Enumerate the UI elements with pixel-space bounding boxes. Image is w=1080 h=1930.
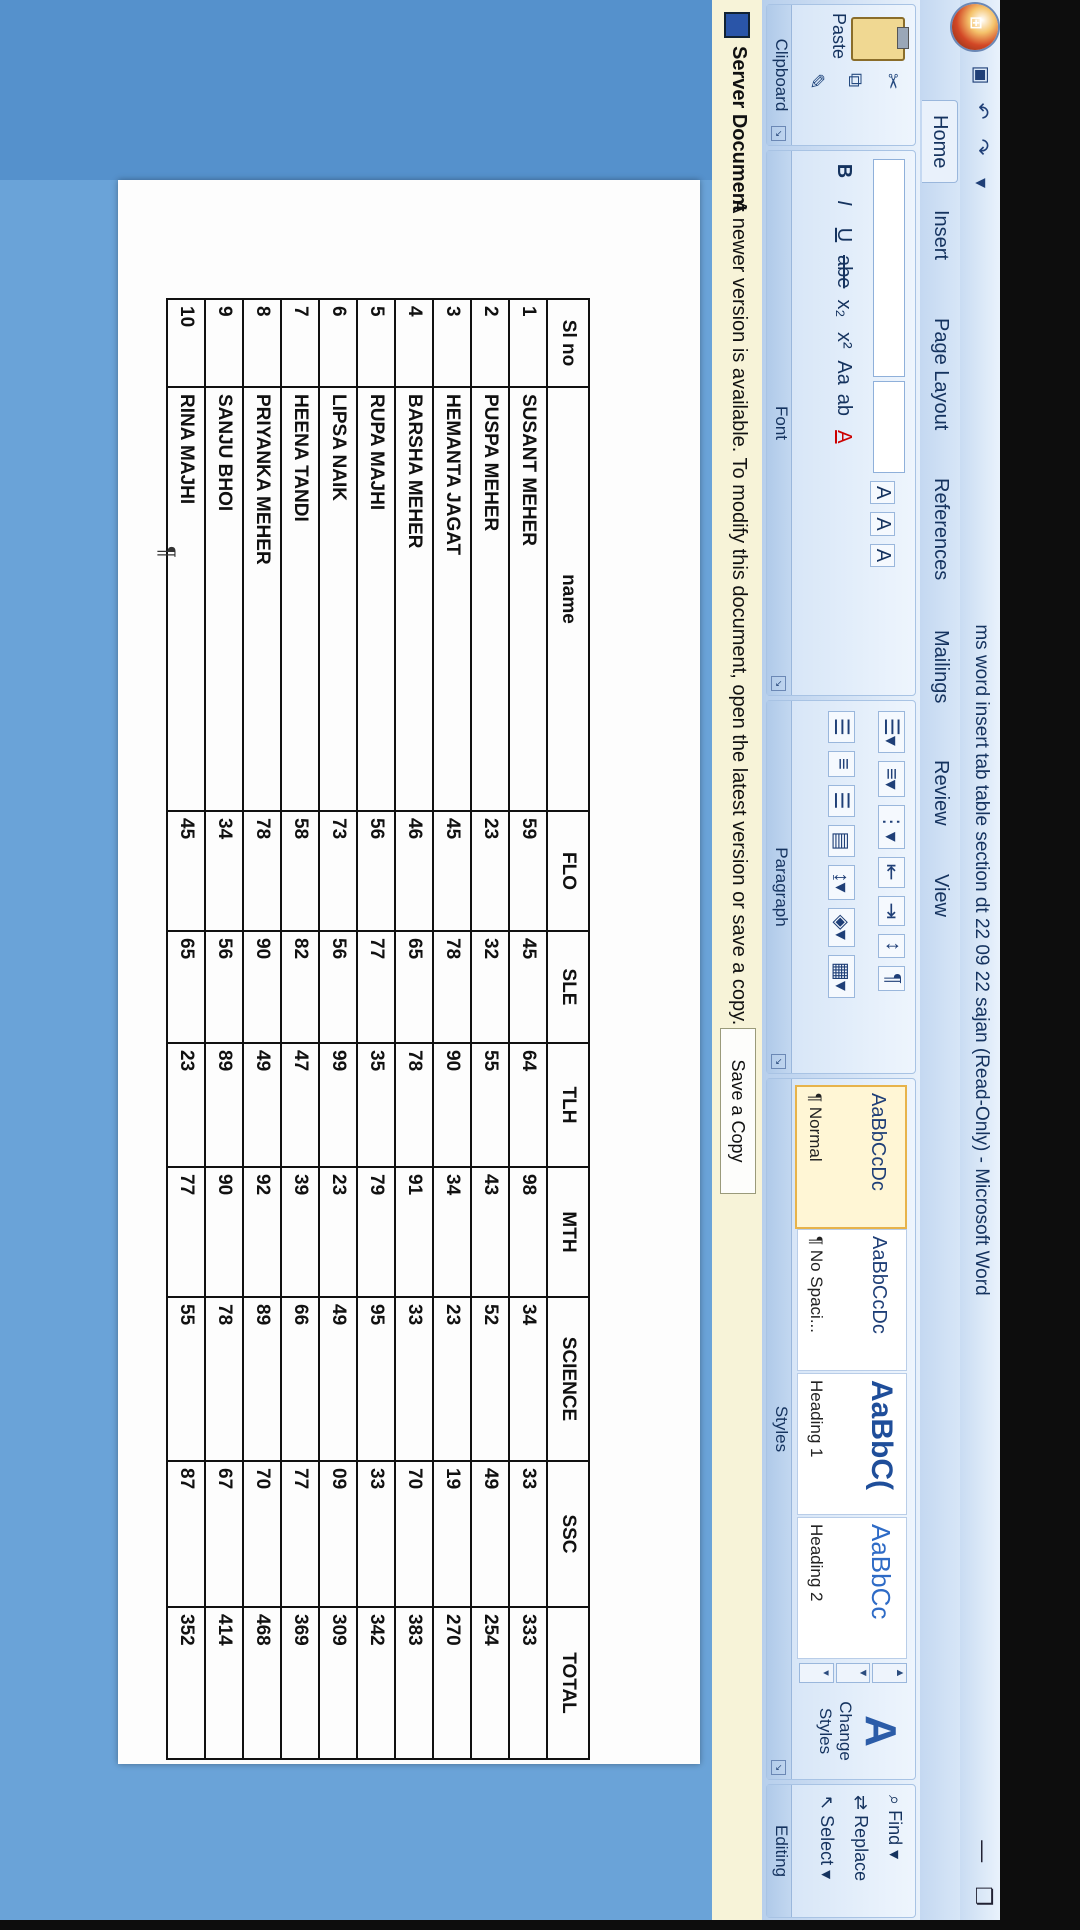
sort-icon[interactable]: ↕ [878,934,905,958]
font-color-button[interactable]: A [833,430,855,444]
table-cell[interactable]: 59 [509,811,547,931]
table-cell[interactable]: 33 [509,1461,547,1607]
table-cell[interactable]: 369 [281,1607,319,1759]
table-cell[interactable]: HEENA TANDI [281,387,319,811]
table-cell[interactable]: 10 [167,299,205,387]
table-cell[interactable]: 90 [433,1043,471,1167]
table-cell[interactable]: 52 [471,1297,509,1461]
table-cell[interactable]: 78 [395,1043,433,1167]
table-cell[interactable]: 66 [281,1297,319,1461]
change-styles-label: Change Styles [816,1701,855,1761]
table-cell[interactable]: PRIYANKA MEHER [243,387,281,811]
table-cell[interactable]: 23 [167,1043,205,1167]
table-cell[interactable]: 55 [167,1297,205,1461]
table-cell[interactable]: 91 [395,1167,433,1297]
server-document-message: A newer version is available. To modify this document, open the latest version or save a copy. [728,200,750,1026]
table-cell[interactable]: 82 [281,931,319,1043]
paragraph-label: Paragraph [767,701,792,1073]
table-cell[interactable]: 35 [357,1043,395,1167]
select-button[interactable]: ↖ Select ▾ [817,1795,837,1880]
table-cell[interactable]: 58 [281,811,319,931]
save-a-copy-button[interactable]: Save a Copy [720,1028,756,1194]
tab-view[interactable]: View [930,874,952,917]
styles-launcher-icon[interactable]: ↘ [771,1760,786,1775]
table-cell[interactable]: 67 [205,1461,243,1607]
table-row [471,299,509,1759]
header-mth: MTH [547,1167,589,1297]
table-cell[interactable]: 78 [243,811,281,931]
style-name: ¶ No Spaci... [807,1236,826,1334]
tab-page-layout[interactable]: Page Layout [930,318,952,431]
table-cell[interactable]: 90 [243,931,281,1043]
style-sample: AaBbCcDc [867,1093,889,1191]
align-right-icon[interactable]: ☰ [828,785,855,817]
underline-button[interactable]: U [833,227,855,243]
table-cell[interactable]: 34 [205,811,243,931]
table-cell[interactable]: 468 [243,1607,281,1759]
paragraph-group [766,700,916,1074]
table-row [357,299,395,1759]
table-cell[interactable]: 270 [433,1607,471,1759]
paste-button[interactable]: Paste [829,13,849,60]
tab-home[interactable]: Home [922,100,958,183]
paste-icon[interactable] [851,17,905,61]
copy-icon[interactable]: ⧉ [844,73,866,88]
style-sample: AaBbCcDc [868,1236,890,1334]
editing-group [766,1784,916,1918]
table-cell[interactable]: 09 [319,1461,357,1607]
table-cell[interactable]: 56 [357,811,395,931]
minimize-icon[interactable]: — [971,1840,996,1863]
table-cell[interactable]: 383 [395,1607,433,1759]
editing-label: Editing [767,1785,792,1917]
header-total: TOTAL [547,1607,589,1759]
tab-mailings[interactable]: Mailings [930,630,952,704]
shrink-font-button[interactable]: A [870,512,895,535]
change-styles-button[interactable] [815,1691,905,1771]
table-cell[interactable]: 70 [243,1461,281,1607]
justify-icon[interactable]: ▤ [828,825,855,858]
styles-gallery-scroll [799,1663,907,1683]
table-cell[interactable]: 43 [471,1167,509,1297]
change-styles-icon: A [856,1715,905,1747]
table-cell[interactable]: 77 [281,1461,319,1607]
table-row [281,299,319,1759]
table-cell[interactable]: 47 [281,1043,319,1167]
table-cell[interactable]: 92 [243,1167,281,1297]
table-cell[interactable]: 70 [395,1461,433,1607]
table-cell[interactable]: 39 [281,1167,319,1297]
document-page[interactable] [118,180,700,1764]
superscript-button[interactable]: x² [833,332,855,349]
paragraph-mark-icon: ¶ [155,546,180,558]
replace-button[interactable] [850,1795,871,1881]
paragraph-launcher-icon[interactable]: ↘ [771,1054,786,1069]
table-cell[interactable]: 56 [319,931,357,1043]
table-row [395,299,433,1759]
increase-indent-icon[interactable]: ⇥ [878,896,905,927]
clear-format-button[interactable]: A [870,544,895,567]
gallery-down-icon[interactable]: ▼ [836,1663,871,1683]
table-cell[interactable]: 89 [243,1297,281,1461]
table-cell[interactable]: 98 [509,1167,547,1297]
server-document-bar [711,0,762,1920]
highlight-icon[interactable]: ab [833,393,855,416]
gallery-up-icon[interactable]: ▲ [872,1663,907,1683]
replace-label: Replace [851,1815,871,1882]
style-heading-2[interactable] [797,1517,907,1659]
table-row [167,299,205,1759]
change-case-button[interactable]: Aa [833,360,855,385]
marks-table [166,298,590,1760]
select-label: Select [817,1815,837,1866]
table-cell[interactable]: 65 [167,931,205,1043]
redo-icon[interactable]: ↷ [970,138,992,156]
binoculars-icon: ⌕ [885,1795,905,1806]
ribbon-tabs [920,0,960,1920]
format-painter-icon[interactable]: ✎ [805,73,827,90]
table-cell[interactable]: SANJU BHOI [205,387,243,811]
font-launcher-icon[interactable]: ↘ [771,676,786,691]
clipboard-label: Clipboard [767,5,792,145]
server-document-title: Server Document [728,46,750,212]
style-heading-1[interactable] [797,1373,907,1515]
cursor-icon: ↖ [817,1795,837,1811]
table-cell[interactable]: 19 [433,1461,471,1607]
table-cell[interactable]: 56 [205,931,243,1043]
subscript-button[interactable]: x₂ [833,299,855,318]
gallery-more-icon[interactable]: ▾ [799,1663,834,1683]
table-cell[interactable]: 45 [167,811,205,931]
borders-icon[interactable]: ▦▾ [828,955,855,998]
table-cell[interactable]: 8 [243,299,281,387]
table-cell[interactable]: PUSPA MEHER [471,387,509,811]
style-sample: AaBbC( [865,1380,898,1490]
undo-icon[interactable]: ↶ [970,102,992,120]
table-cell[interactable]: 46 [395,811,433,931]
table-row [205,299,243,1759]
table-cell[interactable]: 73 [319,811,357,931]
header-tlh: TLH [547,1043,589,1167]
paragraph-row-1 [878,711,905,991]
style-name: ¶ Normal [806,1093,825,1162]
font-style-tools [832,159,855,449]
style-sample: AaBbCc [866,1524,896,1620]
table-cell[interactable]: 49 [319,1297,357,1461]
numbering-icon[interactable]: ≡▾ [878,761,905,797]
table-cell[interactable]: LIPSA NAIK [319,387,357,811]
header-sle: SLE [547,931,589,1043]
table-cell[interactable]: 342 [357,1607,395,1759]
header-flo: FLO [547,811,589,931]
table-row [433,299,471,1759]
table-cell[interactable]: 2 [471,299,509,387]
find-label: Find [885,1810,905,1846]
clipboard-tools [804,73,905,90]
find-button[interactable]: ⌕ Find ▾ [885,1795,905,1860]
table-cell[interactable]: 95 [357,1297,395,1461]
table-cell[interactable]: 23 [471,811,509,931]
shading-icon[interactable]: ◈▾ [828,908,855,947]
table-cell[interactable]: RUPA MAJHI [357,387,395,811]
styles-group [766,1078,916,1780]
style-no-spacing[interactable] [797,1229,907,1371]
pilcrow-icon[interactable]: ¶ [878,966,905,991]
bullets-icon[interactable]: ☰▾ [878,711,905,753]
font-size-tools [870,481,895,567]
header-science: SCIENCE [547,1297,589,1461]
styles-label: Styles [767,1079,792,1779]
table-cell[interactable]: 87 [167,1461,205,1607]
table-cell[interactable]: 333 [509,1607,547,1759]
table-cell[interactable]: 45 [433,811,471,931]
table-cell[interactable]: 23 [433,1297,471,1461]
ribbon [761,0,920,1920]
table-body [167,299,547,1759]
replace-icon: ⇄ [851,1795,871,1811]
table-cell[interactable]: 78 [433,931,471,1043]
line-spacing-icon[interactable]: ↨▾ [828,865,855,899]
table-cell[interactable]: 77 [167,1167,205,1297]
multilevel-list-icon[interactable]: ⋮▾ [878,805,905,849]
restore-icon[interactable]: ❐ [971,1886,996,1906]
server-document-icon [724,12,750,38]
table-cell[interactable]: 1 [509,299,547,387]
table-cell[interactable]: 32 [471,931,509,1043]
table-cell[interactable]: 77 [357,931,395,1043]
table-cell[interactable]: 3 [433,299,471,387]
table-cell[interactable]: SUSANT MEHER [509,387,547,811]
table-cell[interactable]: 90 [205,1167,243,1297]
office-logo-icon[interactable]: ⊞ [952,4,998,50]
italic-button[interactable]: I [833,200,855,206]
header-sl-no: Sl no [547,299,589,387]
table-cell[interactable]: 352 [167,1607,205,1759]
style-name: Heading 1 [807,1380,826,1458]
table-cell[interactable]: 23 [319,1167,357,1297]
paragraph-row-2 [828,711,855,998]
table-cell[interactable]: 309 [319,1607,357,1759]
tab-references[interactable]: References [930,478,952,581]
table-row [509,299,547,1759]
tab-insert[interactable]: Insert [930,210,952,261]
table-cell[interactable]: HEMANTA JAGAT [433,387,471,811]
save-icon[interactable]: ▣ [970,65,992,85]
header-name: name [547,387,589,811]
table-cell[interactable]: 89 [205,1043,243,1167]
clipboard-launcher-icon[interactable]: ↘ [771,126,786,141]
strikethrough-button[interactable]: abe [833,255,855,289]
table-row [319,299,357,1759]
table-cell[interactable]: 4 [395,299,433,387]
decrease-indent-icon[interactable]: ⇤ [878,857,905,888]
title-bar [959,0,1000,1920]
header-ssc: SSC [547,1461,589,1607]
table-cell[interactable]: 78 [205,1297,243,1461]
table-row [243,299,281,1759]
table-cell[interactable]: RINA MAJHI [167,387,205,811]
table-cell[interactable]: 414 [205,1607,243,1759]
table-cell[interactable]: 5 [357,299,395,387]
align-left-icon[interactable]: ☰ [828,711,855,743]
table-cell[interactable]: BARSHA MEHER [395,387,433,811]
table-cell[interactable]: 64 [509,1043,547,1167]
table-cell[interactable]: 49 [243,1043,281,1167]
table-cell[interactable]: 55 [471,1043,509,1167]
clipboard-group [766,4,916,146]
window-controls [970,1840,996,1906]
table-cell[interactable]: 65 [395,931,433,1043]
font-group [766,150,916,696]
align-center-icon[interactable]: ≡ [828,751,855,777]
table-cell[interactable]: 33 [395,1297,433,1461]
customize-icon[interactable]: ▾ [970,177,992,189]
cut-icon[interactable]: ✂ [881,73,903,90]
table-cell[interactable]: 79 [357,1167,395,1297]
left-margin-band [0,0,712,180]
tab-review[interactable]: Review [930,760,952,826]
bold-button[interactable]: B [833,163,855,179]
table-cell[interactable]: 45 [509,931,547,1043]
table-cell[interactable]: 34 [509,1297,547,1461]
font-name-field[interactable] [873,159,905,377]
table-header-row [547,299,589,1759]
window-title: ms word insert tab table section dt 22 09 22 sajan (Read-Only) - Microsoft Word [971,624,992,1296]
font-label: Font [767,151,792,695]
table-cell[interactable]: 7 [281,299,319,387]
table-cell[interactable]: 254 [471,1607,509,1759]
style-name: Heading 2 [807,1524,826,1602]
table-cell[interactable]: 6 [319,299,357,387]
table-cell[interactable]: 9 [205,299,243,387]
table-cell[interactable]: 34 [433,1167,471,1297]
table-cell[interactable]: 49 [471,1461,509,1607]
table-cell[interactable]: 99 [319,1043,357,1167]
grow-font-button[interactable]: A [870,481,895,504]
table-cell[interactable]: 33 [357,1461,395,1607]
font-size-field[interactable] [873,381,905,473]
style-normal[interactable] [795,1085,907,1229]
